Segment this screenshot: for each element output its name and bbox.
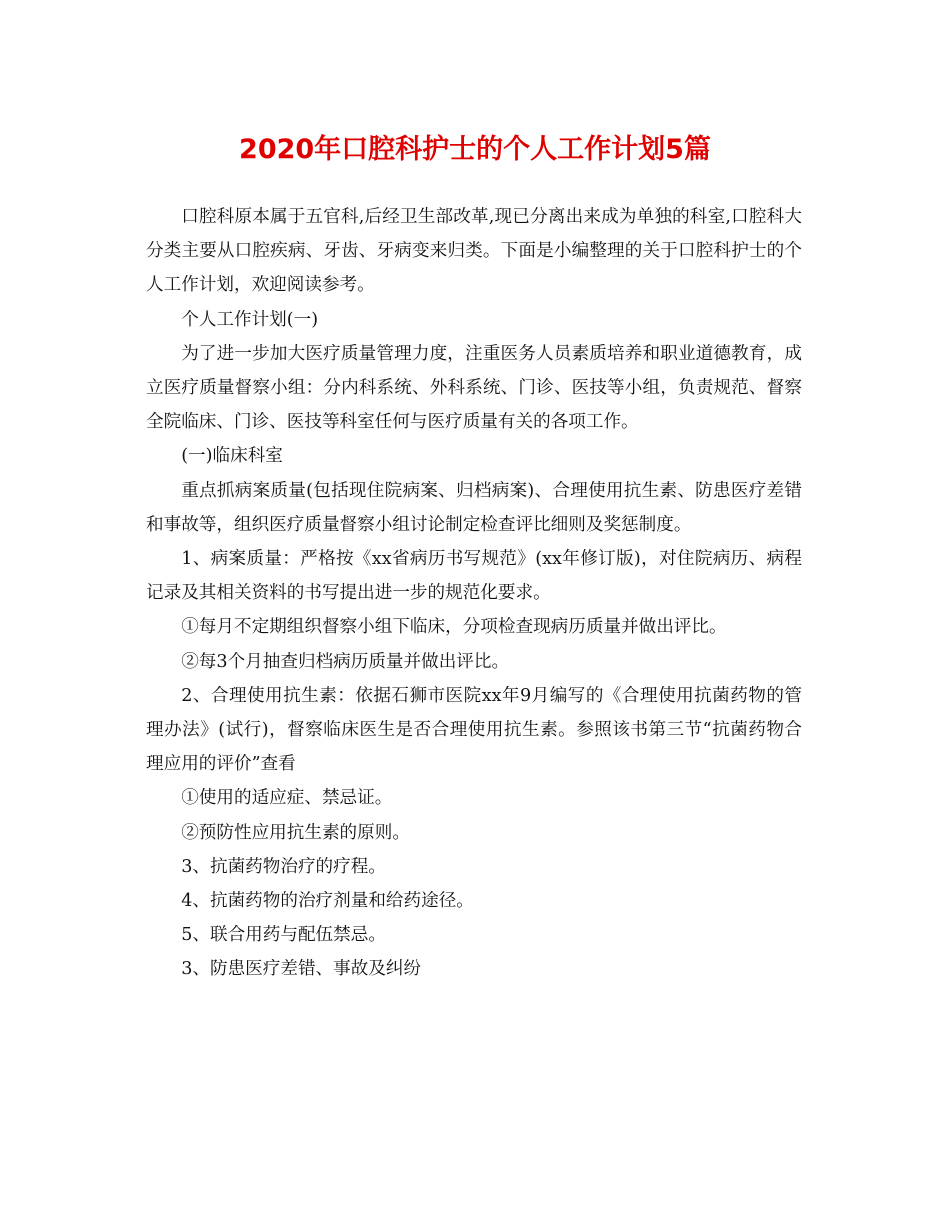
paragraph: ②每3个月抽查归档病历质量并做出评比。 (181, 651, 510, 672)
paragraph: 个人工作计划(一) (181, 309, 319, 330)
document-body (146, 200, 802, 987)
paragraph: ①每月不定期组织督察小组下临床，分项检查现病历质量并做出评比。 (181, 617, 727, 638)
paragraph: 3、防患医疗差错、事故及纠纷 (181, 959, 422, 980)
document-title: 2020年口腔科护士的个人工作计划5篇 (239, 134, 711, 165)
paragraph: 为了进一步加大医疗质量管理力度，注重医务人员素质培养和职业道德教育，成立医疗质量督察小组：分内科系统、外科系统、门诊、医技等小组，负责规范、督察全院临床、门诊、医技等科室任何与医疗质量有关的各项工作。 (146, 343, 802, 433)
paragraph: 5、联合用药与配伍禁忌。 (181, 925, 386, 946)
paragraph: 重点抓病案质量(包括现住院病案、归档病案)、合理使用抗生素、防患医疗差错和事故等，组织医疗质量督察小组讨论制定检查评比细则及奖惩制度。 (146, 480, 802, 535)
paragraph: 4、抗菌药物的治疗剂量和给药途径。 (181, 891, 474, 912)
paragraph: 2、合理使用抗生素：依据石狮市医院xx年9月编写的《合理使用抗菌药物的管理办法》(试行)，督察临床医生是否合理使用抗生素。参照该书第三节“抗菌药物合理应用的评价”查看 (146, 685, 802, 775)
paragraph: 3、抗菌药物治疗的疗程。 (181, 856, 386, 877)
paragraph: 1、病案质量：严格按《xx省病历书写规范》(xx年修订版)，对住院病历、病程记录及其相关资料的书写提出进一步的规范化要求。 (146, 549, 802, 604)
paragraph: (一)临床科室 (181, 446, 283, 467)
paragraph: ①使用的适应症、禁忌证。 (181, 788, 393, 809)
paragraph: ②预防性应用抗生素的原则。 (181, 822, 410, 843)
paragraph: 口腔科原本属于五官科,后经卫生部改革,现已分离出来成为单独的科室,口腔科大分类主要从口腔疾病、牙齿、牙病变来归类。下面是小编整理的关于口腔科护士的个人工作计划，欢迎阅读参考。 (146, 207, 802, 296)
